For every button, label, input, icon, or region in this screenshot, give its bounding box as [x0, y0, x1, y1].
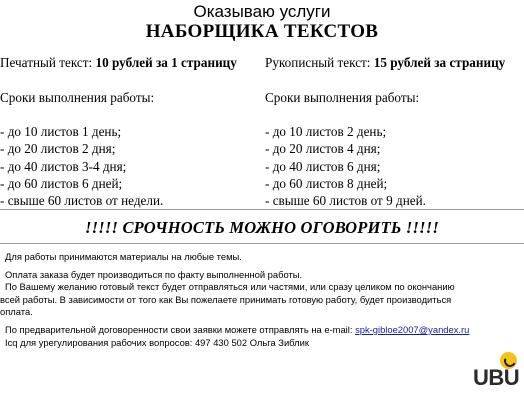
left-term-item: - до 20 листов 2 дня;	[0, 141, 116, 157]
note-delivery-line-2: всей работы. В зависимости от того как Вы пожелаете принимать готовую работу, будет производиться	[0, 293, 452, 305]
left-term-item: - до 60 листов 6 дней;	[0, 176, 123, 192]
note-delivery-line-3: оплата.	[0, 306, 33, 318]
right-term-item: - до 10 листов 2 день;	[265, 124, 387, 140]
logo-text: UBU	[473, 365, 520, 390]
subtitle: Оказываю услуги	[193, 2, 331, 21]
email-link[interactable]: spk-gibloe2007@yandex.ru	[355, 323, 470, 335]
ubu-watermark-logo	[473, 350, 519, 394]
right-term-item: - до 60 листов 8 дней;	[265, 176, 388, 192]
left-column	[0, 54, 237, 210]
right-price-value: 15 рублей за страницу	[373, 55, 506, 70]
page-title: НАБОРЩИКА ТЕКСТОВ	[145, 21, 379, 42]
right-term-item: - свыше 60 листов от 9 дней.	[265, 193, 426, 209]
left-price-value: 10 рублей за 1 страницу	[95, 55, 237, 70]
right-column	[265, 54, 505, 210]
right-terms-heading: Сроки выполнения работы:	[265, 89, 420, 105]
left-terms-heading: Сроки выполнения работы:	[0, 89, 155, 105]
left-term-item: - до 40 листов 3-4 дня;	[0, 158, 127, 174]
right-price-line	[265, 54, 505, 71]
right-term-item: - до 40 листов 6 дня;	[265, 158, 381, 174]
notes-block	[0, 251, 495, 349]
divider-bottom	[0, 243, 524, 244]
left-term-item: - до 10 листов 1 день;	[0, 124, 122, 140]
divider-top	[0, 209, 524, 210]
left-price-line	[0, 54, 237, 71]
urgency-notice: !!!!! СРОЧНОСТЬ МОЖНО ОГОВОРИТЬ !!!!!	[85, 218, 439, 237]
right-term-item: - до 20 листов 4 дня;	[265, 141, 381, 157]
note-contact-line	[5, 324, 495, 337]
note-payment: Оплата заказа будет производиться по факту выполненной работы.	[5, 268, 303, 280]
note-contact-text: По предварительной договоренности свои заявки можете отправлять на e-mail:	[5, 323, 356, 335]
right-price-label: Рукописный текст:	[265, 55, 374, 70]
note-delivery-line-1: По Вашему желанию готовый текст будет отправляться или частями, или сразу целиком по окончанию	[5, 281, 455, 293]
left-price-label: Печатный текст:	[0, 55, 96, 70]
note-topics: Для работы принимаются материалы на любые темы.	[5, 251, 242, 262]
left-term-item: - свыше 60 листов от недели.	[0, 193, 164, 209]
note-icq: Icq для урегулирования рабочих вопросов: 497 430 502 Ольга Зиблик	[5, 336, 309, 348]
